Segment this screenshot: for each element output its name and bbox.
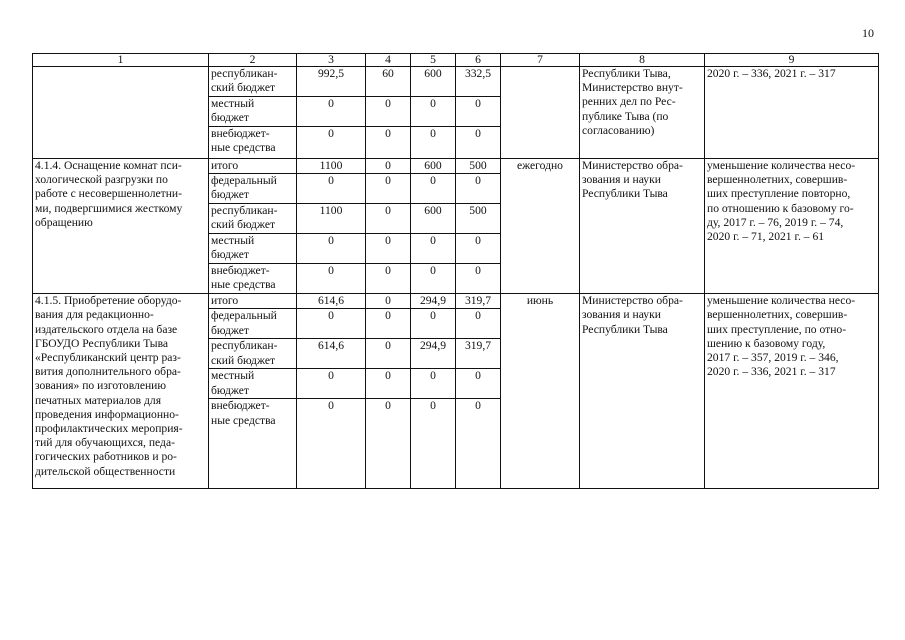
year-2020-amount-cell: 0 [456,399,501,489]
year-2017-amount-cell: 0 [366,234,411,264]
item-description-cell: 4.1.5. Приобретение оборудо- вания для редакционно- издательского отдела на базе ГБОУДО Республики Тыва «Республиканский центр раз- вития дополнительного обра- зования» по изготовлению печатных материалов для проведения информационно- профилактических мероприя- тий для обучающихся, педа- гогических работников и ро- дительской общественности [33,294,209,489]
total-amount-cell: 1100 [297,159,366,174]
year-2019-amount-cell: 0 [411,264,456,294]
funding-source-cell: местный бюджет [209,234,297,264]
year-2019-amount-cell: 600 [411,159,456,174]
year-2020-amount-cell: 0 [456,127,501,159]
year-2017-amount-cell: 0 [366,369,411,399]
total-amount-cell: 992,5 [297,67,366,97]
funding-source-cell: внебюджет- ные средства [209,127,297,159]
item-description-cell: 4.1.4. Оснащение комнат пси- хологической разгрузки по работе с несовершеннолетни- ми, подвергшимися жесткому обращению [33,159,209,294]
expected-result-cell: уменьшение количества несо- вершеннолетних, совершив- ших преступление повторно, по отношению к базовому го- ду, 2017 г. – 76, 2019 г. – 74, 2020 г. – 71, 2021 г. – 61 [705,159,879,294]
year-2019-amount-cell: 0 [411,369,456,399]
funding-source-cell: республикан- ский бюджет [209,339,297,369]
column-number: 7 [501,54,580,67]
year-2017-amount-cell: 0 [366,309,411,339]
column-number-row [33,54,879,67]
total-amount-cell: 0 [297,97,366,127]
funding-source-cell: республикан- ский бюджет [209,67,297,97]
funding-source-cell: федеральный бюджет [209,309,297,339]
year-2017-amount-cell: 0 [366,264,411,294]
table-body [33,54,879,489]
column-number: 4 [366,54,411,67]
responsible-executor-cell: Республики Тыва, Министерство внут- ренних дел по Рес- публике Тыва (по согласованию) [580,67,705,159]
funding-source-cell: итого [209,159,297,174]
year-2017-amount-cell: 0 [366,159,411,174]
year-2019-amount-cell: 0 [411,309,456,339]
total-amount-cell: 0 [297,234,366,264]
funding-source-cell: федеральный бюджет [209,174,297,204]
responsible-executor-cell: Министерство обра- зования и науки Республики Тыва [580,159,705,294]
table-row [33,294,879,309]
year-2019-amount-cell: 0 [411,399,456,489]
item-description-cell [33,67,209,159]
year-2017-amount-cell: 0 [366,399,411,489]
column-number: 1 [33,54,209,67]
total-amount-cell: 0 [297,174,366,204]
expected-result-cell: уменьшение количества несо- вершеннолетних, совершив- ших преступление, по отно- шению к базовому году, 2017 г. – 357, 2019 г. – 346, 2020 г. – 336, 2021 г. – 317 [705,294,879,489]
year-2019-amount-cell: 600 [411,204,456,234]
year-2020-amount-cell: 500 [456,204,501,234]
total-amount-cell: 0 [297,127,366,159]
total-amount-cell: 0 [297,369,366,399]
year-2020-amount-cell: 0 [456,234,501,264]
total-amount-cell: 1100 [297,204,366,234]
year-2017-amount-cell: 60 [366,67,411,97]
year-2019-amount-cell: 0 [411,174,456,204]
year-2017-amount-cell: 0 [366,97,411,127]
year-2017-amount-cell: 0 [366,339,411,369]
deadline-cell [501,67,580,159]
expected-result-cell: 2020 г. – 336, 2021 г. – 317 [705,67,879,159]
year-2020-amount-cell: 500 [456,159,501,174]
table-row [33,67,879,97]
column-number: 5 [411,54,456,67]
year-2017-amount-cell: 0 [366,127,411,159]
funding-source-cell: внебюджет- ные средства [209,399,297,489]
column-number: 6 [456,54,501,67]
funding-source-cell: республикан- ский бюджет [209,204,297,234]
table-row [33,159,879,174]
year-2019-amount-cell: 0 [411,97,456,127]
column-number: 9 [705,54,879,67]
program-table [32,53,879,489]
funding-source-cell: местный бюджет [209,97,297,127]
year-2017-amount-cell: 0 [366,174,411,204]
deadline-cell: июнь [501,294,580,489]
column-number: 3 [297,54,366,67]
responsible-executor-cell: Министерство обра- зования и науки Республики Тыва [580,294,705,489]
total-amount-cell: 0 [297,309,366,339]
year-2017-amount-cell: 0 [366,204,411,234]
year-2019-amount-cell: 294,9 [411,294,456,309]
year-2020-amount-cell: 0 [456,174,501,204]
year-2020-amount-cell: 0 [456,264,501,294]
year-2019-amount-cell: 0 [411,127,456,159]
column-number: 8 [580,54,705,67]
year-2017-amount-cell: 0 [366,294,411,309]
year-2020-amount-cell: 332,5 [456,67,501,97]
year-2020-amount-cell: 0 [456,309,501,339]
funding-source-cell: местный бюджет [209,369,297,399]
year-2020-amount-cell: 0 [456,369,501,399]
total-amount-cell: 0 [297,264,366,294]
page-number: 10 [862,26,874,40]
year-2020-amount-cell: 0 [456,97,501,127]
year-2020-amount-cell: 319,7 [456,294,501,309]
year-2020-amount-cell: 319,7 [456,339,501,369]
year-2019-amount-cell: 294,9 [411,339,456,369]
total-amount-cell: 0 [297,399,366,489]
total-amount-cell: 614,6 [297,339,366,369]
column-number: 2 [209,54,297,67]
total-amount-cell: 614,6 [297,294,366,309]
year-2019-amount-cell: 600 [411,67,456,97]
funding-source-cell: итого [209,294,297,309]
deadline-cell: ежегодно [501,159,580,294]
year-2019-amount-cell: 0 [411,234,456,264]
funding-source-cell: внебюджет- ные средства [209,264,297,294]
